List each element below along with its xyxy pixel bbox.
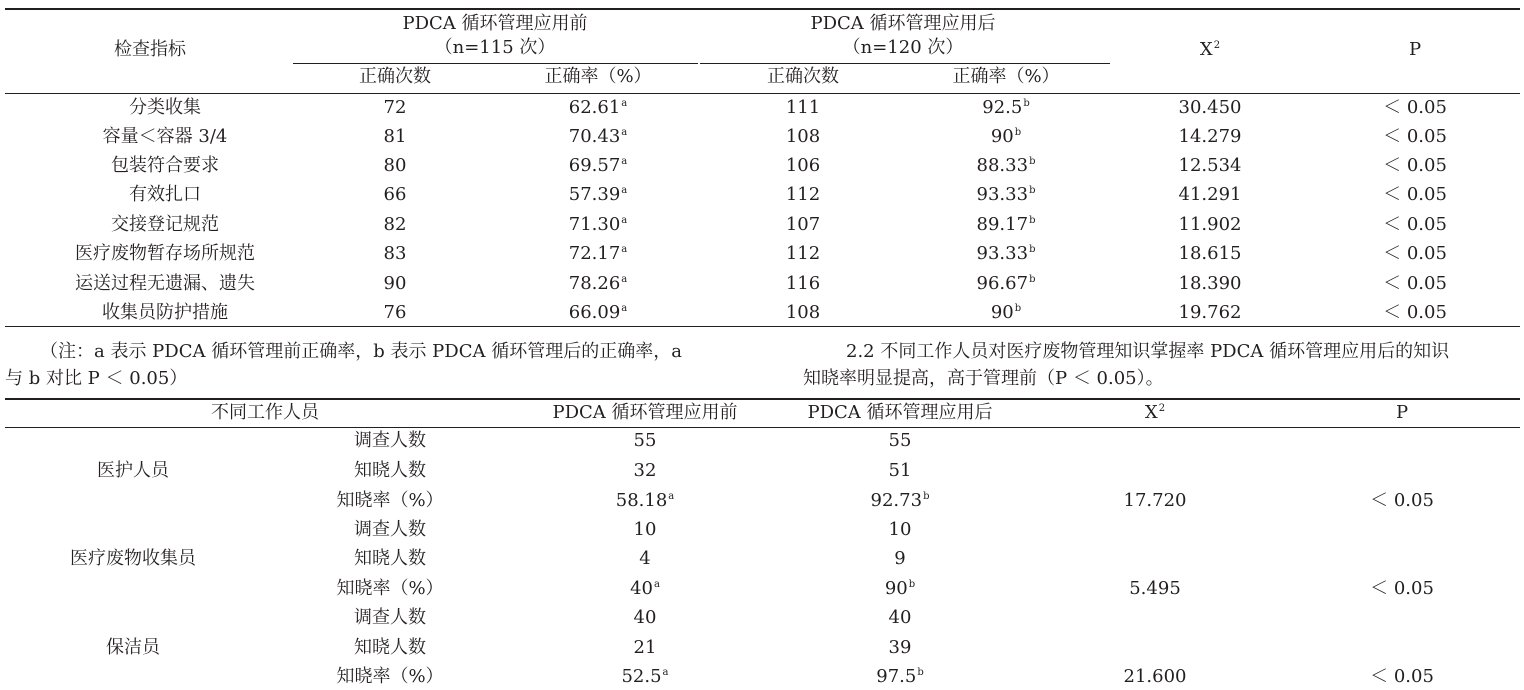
after-rate [977, 243, 1036, 265]
staff-group-name [97, 460, 169, 482]
indicator-name [129, 184, 201, 206]
chi-square-value-value: 18.390 [1178, 273, 1242, 294]
before-rate [569, 126, 628, 148]
table2-top-rule [5, 398, 1520, 400]
indicator-name-value: 收集员防护措施 [102, 302, 228, 323]
before-count-value: 72 [383, 97, 407, 118]
after-value-value: 90 [884, 578, 908, 599]
before-rate-value: 66.09 [568, 302, 621, 323]
chi-square-value [1179, 155, 1242, 177]
after-rate-value: 88.33 [976, 155, 1029, 176]
after-count-value: 107 [785, 214, 821, 235]
p-value-value: ＜ 0.05 [1383, 184, 1447, 205]
p-value [1370, 578, 1434, 600]
after-value-superscript: b [908, 579, 916, 590]
indicator-name-value: 容量＜容器 3/4 [102, 126, 228, 147]
before-value-value: 40 [630, 578, 653, 599]
section-text-line2: 知晓率明显提高，高于管理前（P ＜ 0.05）。 [803, 368, 1164, 389]
p-value-value: ＜ 0.05 [1383, 273, 1447, 294]
after-rate-superscript: b [1029, 185, 1036, 196]
before-value [616, 490, 675, 512]
chi-superscript: 2 [1158, 403, 1166, 414]
after-count [786, 155, 820, 177]
chi-square-value-value: 14.279 [1178, 126, 1242, 147]
staff-group-name-value: 保洁员 [106, 637, 160, 658]
after-value-value: 10 [888, 519, 912, 540]
before-count [384, 184, 407, 206]
chi-square-value [1179, 184, 1242, 206]
p-value [1370, 666, 1434, 688]
before-rate-superscript: a [621, 215, 628, 226]
row-label [354, 460, 426, 482]
chi-square-value [1179, 302, 1242, 324]
p-value [1383, 302, 1447, 324]
chi-label: X [1144, 402, 1158, 423]
after-count-value: 116 [785, 273, 821, 294]
subheader-after-count: 正确次数 [767, 66, 839, 87]
after-rate-value: 89.17 [976, 214, 1029, 235]
row-label-value: 知晓人数 [354, 548, 426, 569]
header-before: PDCA 循环管理应用前 [552, 402, 738, 423]
before-value [634, 607, 657, 629]
after-rate [982, 97, 1029, 119]
before-count [384, 214, 407, 236]
p-value-value: ＜ 0.05 [1370, 490, 1434, 511]
chi-square-value-value: 18.615 [1178, 243, 1242, 264]
header-p: P [1395, 402, 1409, 423]
p-value-value: ＜ 0.05 [1383, 97, 1447, 118]
before-rate [569, 97, 628, 119]
before-count-value: 76 [383, 302, 407, 323]
after-value-superscript: b [917, 667, 924, 678]
p-value [1383, 155, 1447, 177]
header-chi-square [1145, 402, 1165, 424]
after-count-value: 112 [785, 243, 821, 264]
section-text-line1: 2.2 不同工作人员对医疗废物管理知识掌握率 PDCA 循环管理应用后的知识 [846, 341, 1450, 362]
before-count [384, 302, 407, 324]
row-label-value: 知晓率（%） [336, 666, 444, 687]
after-value-value: 55 [888, 430, 912, 451]
row-label [336, 578, 443, 600]
chi-square-value [1179, 273, 1242, 295]
chi-square-value [1179, 126, 1242, 148]
after-count [786, 214, 820, 236]
before-rate [569, 155, 628, 177]
after-rate-value: 93.33 [976, 184, 1029, 205]
after-rate [977, 214, 1036, 236]
before-rate-superscript: a [621, 156, 628, 167]
table2-header-rule [5, 427, 1520, 428]
chi-square-value [1179, 214, 1242, 236]
row-label-value: 调查人数 [354, 430, 426, 451]
after-value-value: 92.73 [870, 490, 923, 511]
after-rate [991, 126, 1021, 148]
header-after: PDCA 循环管理应用后 [807, 402, 993, 423]
table1-note-line2: 与 b 对比 P ＜ 0.05） [5, 368, 188, 389]
chi-square-value-value: 19.762 [1178, 302, 1242, 323]
header-indicator: 检查指标 [114, 39, 186, 60]
after-value [889, 637, 912, 659]
after-count [786, 273, 820, 295]
p-value-value: ＜ 0.05 [1383, 214, 1447, 235]
row-label-value: 调查人数 [354, 519, 426, 540]
after-value [871, 490, 930, 512]
after-value-value: 97.5 [876, 666, 917, 687]
before-count-value: 66 [383, 184, 407, 205]
after-value-value: 51 [888, 460, 912, 481]
after-count-value: 106 [785, 155, 821, 176]
chi-square-value [1179, 243, 1242, 265]
before-value-value: 4 [639, 548, 651, 569]
p-value-value: ＜ 0.05 [1383, 155, 1447, 176]
after-value-superscript: b [923, 491, 930, 502]
chi-square-value-value: 5.495 [1129, 578, 1181, 599]
before-rate-superscript: a [621, 127, 628, 138]
indicator-name-value: 分类收集 [129, 97, 201, 118]
chi-square-value-value: 11.902 [1178, 214, 1242, 235]
before-value [634, 637, 657, 659]
chi-square-value-value: 12.534 [1178, 155, 1242, 176]
before-rate-superscript: a [621, 303, 628, 314]
before-value [630, 578, 660, 600]
after-rate-superscript: b [1029, 215, 1036, 226]
header-after-n: （n=120 次） [842, 37, 964, 58]
after-value-value: 9 [894, 548, 906, 569]
before-count [384, 126, 407, 148]
before-rate-value: 62.61 [568, 97, 621, 118]
header-before-n: （n=115 次） [434, 37, 556, 58]
row-label-value: 知晓人数 [354, 637, 426, 658]
indicator-name [129, 97, 201, 119]
after-count [786, 243, 820, 265]
after-value [889, 460, 912, 482]
after-rate-value: 90 [990, 126, 1014, 147]
chi-superscript: 2 [1213, 40, 1221, 51]
p-value-value: ＜ 0.05 [1370, 666, 1434, 687]
before-value-value: 10 [633, 519, 657, 540]
before-rate-superscript: a [621, 98, 628, 109]
before-rate-value: 70.43 [568, 126, 621, 147]
before-value-value: 58.18 [615, 490, 668, 511]
after-count-value: 112 [785, 184, 821, 205]
before-value [634, 460, 657, 482]
before-value-superscript: a [653, 579, 660, 590]
after-count [786, 126, 820, 148]
before-count-value: 81 [383, 126, 407, 147]
after-count [786, 97, 820, 119]
indicator-name-value: 交接登记规范 [111, 214, 219, 235]
row-label [354, 637, 426, 659]
chi-square-value [1124, 490, 1187, 512]
after-value [876, 666, 923, 688]
after-rate-superscript: b [1014, 303, 1022, 314]
before-rate [569, 243, 628, 265]
after-value [885, 578, 915, 600]
table1-top-rule [5, 8, 1520, 10]
p-value-value: ＜ 0.05 [1370, 578, 1434, 599]
before-value-value: 40 [633, 607, 657, 628]
after-rate-superscript: b [1029, 156, 1036, 167]
before-value-value: 55 [633, 430, 657, 451]
header-after-title: PDCA 循环管理应用后 [810, 13, 996, 34]
indicator-name-value: 有效扎口 [129, 184, 201, 205]
after-rate [977, 155, 1036, 177]
before-rate-superscript: a [621, 244, 628, 255]
p-value-value: ＜ 0.05 [1383, 243, 1447, 264]
indicator-name-value: 运送过程无遗漏、遗失 [75, 273, 255, 294]
before-rate [569, 184, 628, 206]
p-value [1383, 214, 1447, 236]
after-rate-superscript: b [1029, 244, 1036, 255]
staff-group-name [70, 548, 196, 570]
after-rate-superscript: b [1023, 98, 1030, 109]
chi-label: X [1199, 39, 1213, 60]
table1-header-rule [5, 93, 1520, 94]
after-rate-value: 92.5 [982, 97, 1023, 118]
row-label [336, 490, 443, 512]
before-count-value: 80 [383, 155, 407, 176]
before-value [634, 519, 657, 541]
header-before-title: PDCA 循环管理应用前 [402, 13, 588, 34]
row-label-value: 知晓率（%） [336, 578, 444, 599]
before-rate-value: 71.30 [568, 214, 621, 235]
row-label [354, 607, 426, 629]
table1-bottom-rule [5, 326, 1520, 327]
chi-square-value [1179, 97, 1242, 119]
before-value-value: 32 [633, 460, 657, 481]
p-value [1383, 126, 1447, 148]
before-rate-value: 78.26 [568, 273, 621, 294]
before-rate [569, 302, 628, 324]
before-count [384, 97, 407, 119]
after-rate-value: 96.67 [976, 273, 1029, 294]
header-chi-square [1200, 39, 1220, 61]
row-label [354, 519, 426, 541]
staff-group-name [106, 637, 160, 659]
indicator-name [75, 243, 255, 265]
after-rate-superscript: b [1014, 127, 1022, 138]
before-rate-value: 72.17 [568, 243, 621, 264]
chi-square-value-value: 21.600 [1123, 666, 1187, 687]
before-count [384, 273, 407, 295]
row-label-value: 调查人数 [354, 607, 426, 628]
row-label-value: 知晓率（%） [336, 490, 444, 511]
p-value-value: ＜ 0.05 [1383, 302, 1447, 323]
chi-square-value [1129, 578, 1181, 600]
before-count-value: 83 [383, 243, 407, 264]
after-value-value: 40 [888, 607, 912, 628]
before-value-value: 52.5 [621, 666, 662, 687]
p-value [1370, 490, 1434, 512]
subheader-before-rate: 正确率（%） [544, 66, 652, 87]
before-value [634, 430, 657, 452]
subheader-after-rate: 正确率（%） [952, 66, 1060, 87]
row-label [354, 548, 426, 570]
after-count [786, 184, 820, 206]
staff-group-name-value: 医护人员 [97, 460, 169, 481]
p-value [1383, 97, 1447, 119]
row-label-value: 知晓人数 [354, 460, 426, 481]
after-value [889, 607, 912, 629]
indicator-name [111, 214, 219, 236]
p-value [1383, 273, 1447, 295]
before-count [384, 243, 407, 265]
after-rate-value: 93.33 [976, 243, 1029, 264]
after-rate-value: 90 [990, 302, 1014, 323]
header-staff: 不同工作人员 [211, 402, 319, 423]
before-rate [569, 273, 628, 295]
chi-square-value [1124, 666, 1187, 688]
after-count-value: 108 [785, 302, 821, 323]
indicator-name [102, 302, 228, 324]
after-count-value: 108 [785, 126, 821, 147]
p-value-value: ＜ 0.05 [1383, 126, 1447, 147]
after-value-value: 39 [888, 637, 912, 658]
table1-note-line1: （注：a 表示 PDCA 循环管理前正确率，b 表示 PDCA 循环管理后的正确率，a [40, 341, 682, 362]
indicator-name [111, 155, 219, 177]
table1-group-rule-after [700, 63, 1110, 64]
before-value-superscript: a [662, 667, 669, 678]
before-count [384, 155, 407, 177]
row-label [336, 666, 443, 688]
table1-group-rule-before [293, 63, 698, 64]
indicator-name [75, 273, 255, 295]
before-value [621, 666, 668, 688]
p-value [1383, 184, 1447, 206]
after-count [786, 302, 820, 324]
chi-square-value-value: 17.720 [1123, 490, 1187, 511]
indicator-name-value: 医疗废物暂存场所规范 [75, 243, 255, 264]
after-value [889, 430, 912, 452]
after-value [889, 519, 912, 541]
before-rate [569, 214, 628, 236]
before-value [639, 548, 650, 570]
before-count-value: 90 [383, 273, 407, 294]
before-rate-superscript: a [621, 185, 628, 196]
chi-square-value-value: 41.291 [1178, 184, 1242, 205]
before-count-value: 82 [383, 214, 407, 235]
before-rate-superscript: a [621, 274, 628, 285]
before-rate-value: 69.57 [568, 155, 621, 176]
row-label [354, 430, 426, 452]
before-rate-value: 57.39 [568, 184, 621, 205]
after-rate-superscript: b [1029, 274, 1036, 285]
indicator-name-value: 包装符合要求 [111, 155, 219, 176]
after-count-value: 111 [785, 97, 821, 118]
chi-square-value-value: 30.450 [1178, 97, 1242, 118]
header-p: P [1408, 39, 1422, 60]
after-value [894, 548, 905, 570]
before-value-superscript: a [668, 491, 675, 502]
p-value [1383, 243, 1447, 265]
indicator-name [103, 126, 228, 148]
before-value-value: 21 [633, 637, 657, 658]
staff-group-name-value: 医疗废物收集员 [70, 548, 196, 569]
after-rate [977, 273, 1036, 295]
after-rate [991, 302, 1021, 324]
after-rate [977, 184, 1036, 206]
subheader-before-count: 正确次数 [359, 66, 431, 87]
